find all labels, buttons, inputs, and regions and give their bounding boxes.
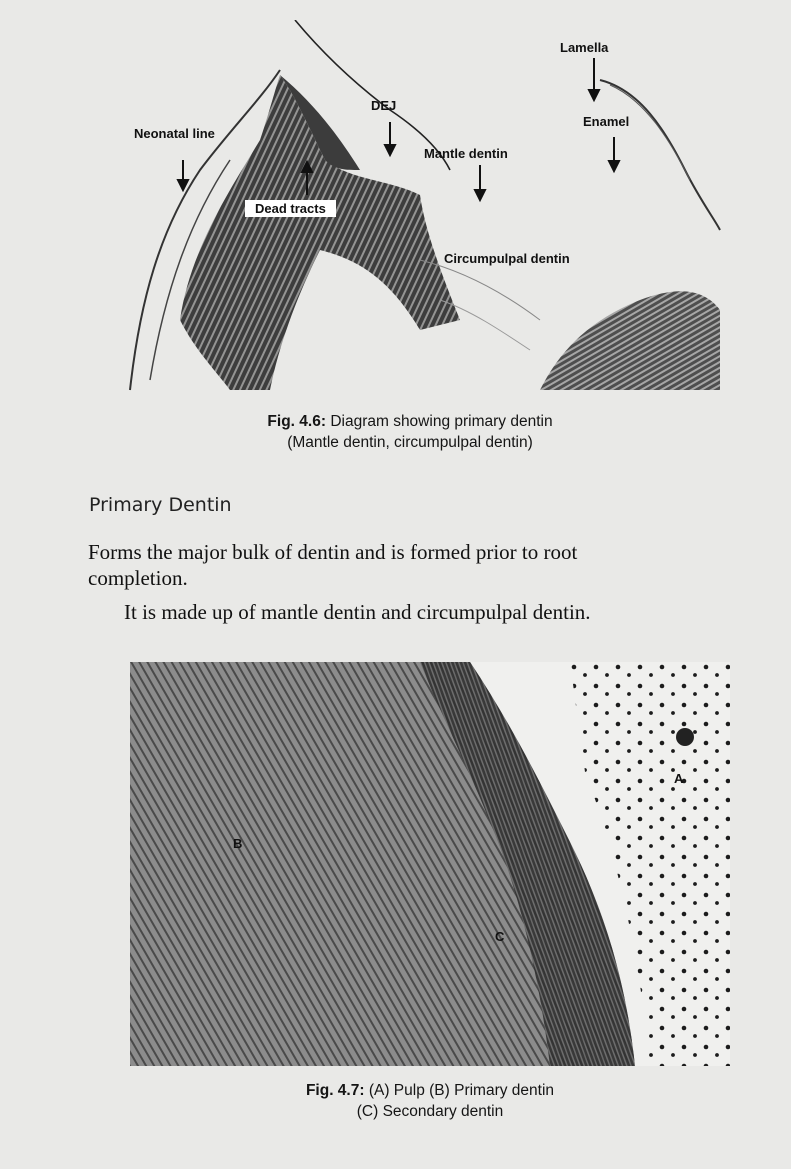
label-mantle-dentin: Mantle dentin — [424, 146, 508, 161]
figure-4-6-caption-line2: (Mantle dentin, circumpulpal dentin) — [287, 434, 533, 451]
figure-4-7-image — [130, 662, 730, 1066]
figure-4-7-number: Fig. 4.7: — [305, 1082, 365, 1099]
figure-4-7-caption — [230, 1080, 630, 1122]
figure-4-6-caption — [200, 411, 620, 453]
label-dej: DEJ — [371, 98, 397, 113]
label-dead-tracts: Dead tracts — [245, 200, 336, 217]
figure-4-7-caption-text: (A) Pulp (B) Primary dentin — [368, 1082, 555, 1099]
label-c-secondary-dentin: C — [495, 929, 505, 944]
label-circumpulpal-dentin: Circumpulpal dentin — [444, 251, 570, 266]
figure-4-7-caption-line2: (C) Secondary dentin — [356, 1103, 504, 1120]
paragraph-line-1: Forms the major bulk of dentin and is formed prior to root — [88, 540, 578, 564]
figure-4-6-caption-text: Diagram showing primary dentin — [330, 413, 553, 430]
paragraph-line-3: It is made up of mantle dentin and circumpulpal dentin. — [124, 600, 591, 624]
label-b-primary-dentin: B — [233, 836, 243, 851]
figure-4-6-image — [120, 20, 740, 400]
figure-4-6-number: Fig. 4.6: — [267, 413, 326, 430]
label-lamella: Lamella — [560, 40, 609, 55]
label-neonatal-line: Neonatal line — [134, 126, 215, 141]
paragraph-line-2: completion. — [88, 566, 188, 590]
label-enamel: Enamel — [583, 114, 630, 129]
label-a-pulp: A — [674, 771, 684, 786]
section-heading: Primary Dentin — [89, 494, 232, 516]
